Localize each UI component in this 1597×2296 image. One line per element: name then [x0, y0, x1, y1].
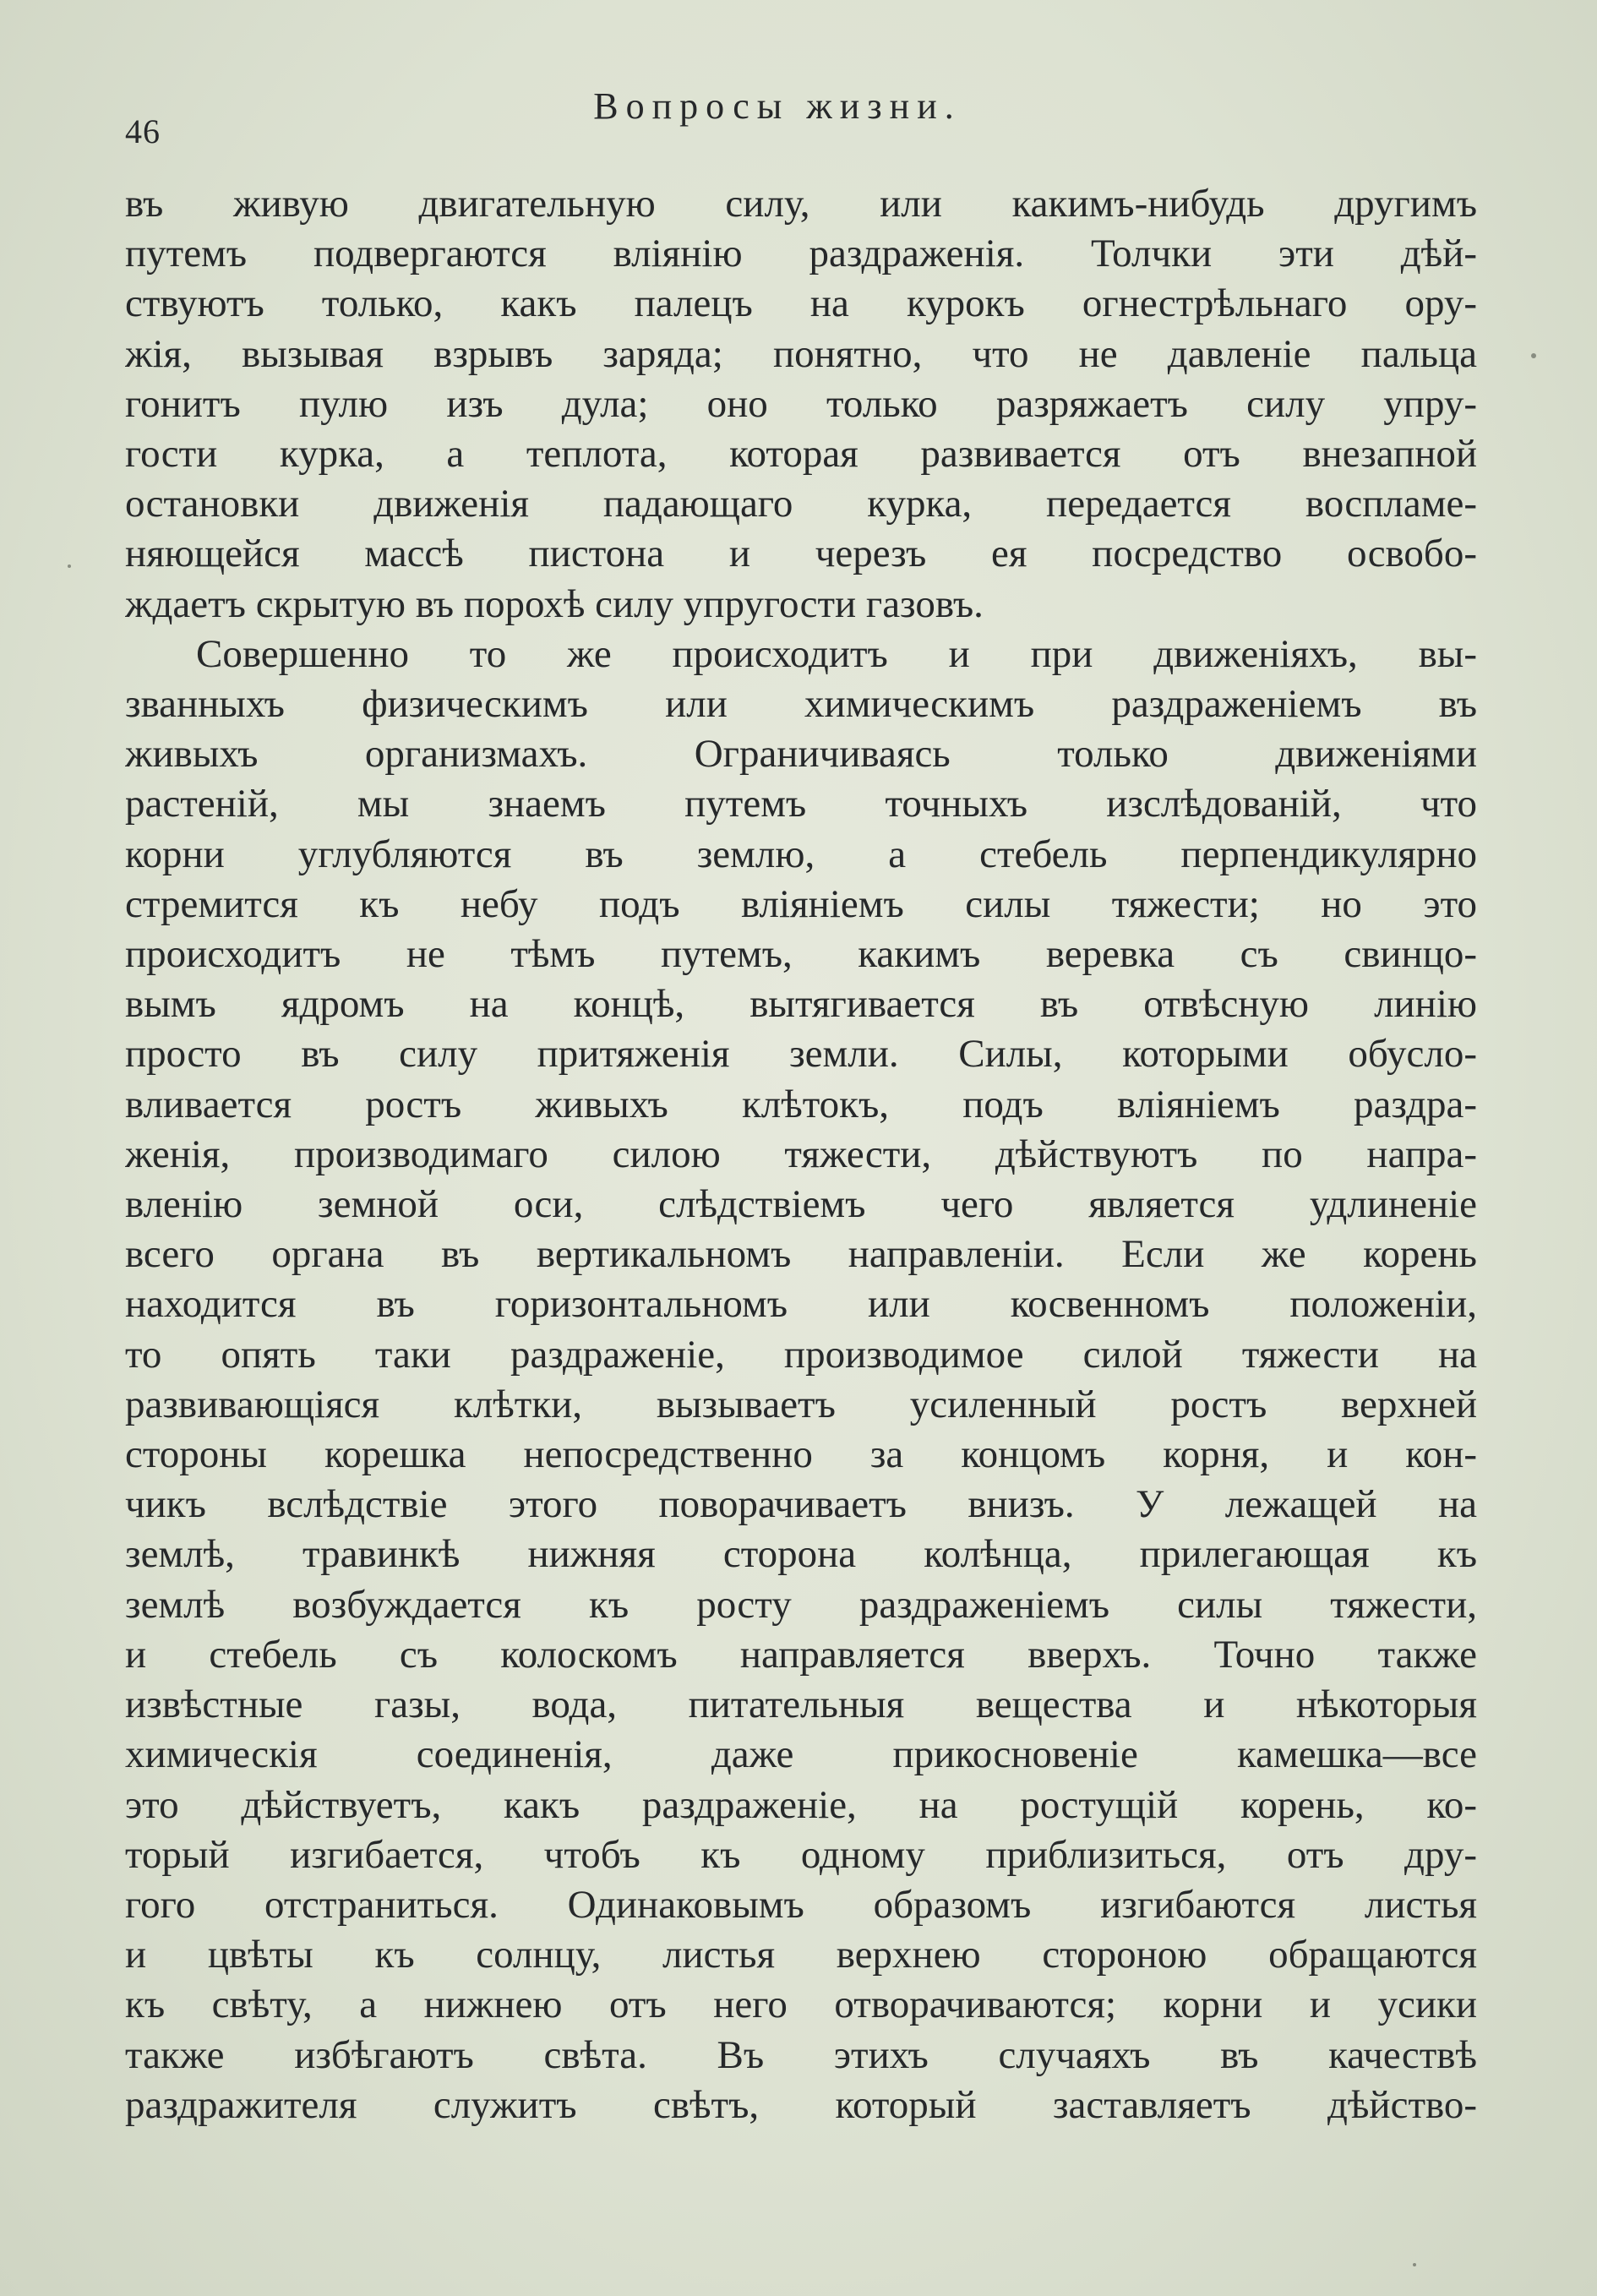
- text-line: няющейся массѣ пистона и черезъ ея посредство освобо-: [125, 532, 1477, 576]
- text-line: ждаетъ скрытую въ порохѣ силу упругости газовъ.: [125, 581, 984, 626]
- text-line: вымъ ядромъ на концѣ, вытягивается въ отвѣсную линію: [125, 982, 1477, 1027]
- text-line: чикъ вслѣдствіе этого поворачиваетъ внизъ. У лежащей на: [125, 1482, 1477, 1527]
- text-line: жія, вызывая взрывъ заряда; понятно, что не давленіе пальца: [125, 331, 1477, 376]
- text-line: землѣ, травинкѣ нижняя сторона колѣнца, прилегающая къ: [125, 1532, 1477, 1577]
- text-line: растеній, мы знаемъ путемъ точныхъ изслѣдованій, что: [125, 782, 1477, 826]
- text-line: стремится къ небу подъ вліяніемъ силы тяжести; но это: [125, 881, 1477, 926]
- text-line: то опять таки раздраженіе, производимое силой тяжести на: [125, 1332, 1477, 1377]
- text-line: ствуютъ только, какъ палецъ на курокъ огнестрѣльнаго ору-: [125, 281, 1477, 326]
- text-line: это дѣйствуетъ, какъ раздраженіе, на ростущій корень, ко-: [125, 1782, 1477, 1827]
- paragraph-1: [125, 179, 1477, 630]
- text-line: женія, производимаго силою тяжести, дѣйствуютъ по напра-: [125, 1132, 1477, 1176]
- text-line: просто въ силу притяженія земли. Силы, которыми обусло-: [125, 1032, 1477, 1077]
- text-line: и цвѣты къ солнцу, листья верхнею стороною обращаются: [125, 1933, 1477, 1977]
- paper-speck: [1413, 2263, 1416, 2266]
- text-line: раздражителя служитъ свѣтъ, который заставляетъ дѣйство-: [125, 2082, 1477, 2127]
- body-text: [125, 179, 1477, 2130]
- text-line: гонитъ пулю изъ дула; оно только разряжаетъ силу упру-: [125, 381, 1477, 426]
- text-line: въ живую двигательную силу, или какимъ-нибудь другимъ: [125, 182, 1477, 226]
- text-line: вливается ростъ живыхъ клѣтокъ, подъ вліяніемъ раздра-: [125, 1082, 1477, 1126]
- text-line: находится въ горизонтальномъ или косвенномъ положеніи,: [125, 1282, 1477, 1327]
- text-line: званныхъ физическимъ или химическимъ раздраженіемъ въ: [125, 682, 1477, 727]
- text-line: извѣстные газы, вода, питательныя вещества и нѣкоторыя: [125, 1682, 1477, 1727]
- text-line: стороны корешка непосредственно за концомъ корня, и кон-: [125, 1432, 1477, 1477]
- text-line: остановки движенія падающаго курка, передается воспламе-: [125, 482, 1477, 526]
- text-line: вленію земной оси, слѣдствіемъ чего является удлиненіе: [125, 1182, 1477, 1227]
- paper-speck: [68, 564, 71, 568]
- text-line: путемъ подвергаются вліянію раздраженія. Толчки эти дѣй-: [125, 232, 1477, 276]
- page-number: 46: [125, 112, 161, 150]
- text-line: всего органа въ вертикальномъ направленіи. Если же корень: [125, 1232, 1477, 1277]
- text-line: гости курка, а теплота, которая развивается отъ внезапной: [125, 432, 1477, 477]
- text-line: развивающіяся клѣтки, вызываетъ усиленный ростъ верхней: [125, 1382, 1477, 1426]
- running-title: Вопросы жизни.: [593, 85, 962, 127]
- text-line: происходитъ не тѣмъ путемъ, какимъ веревка съ свинцо-: [125, 932, 1477, 977]
- text-line: корни углубляются въ землю, а стебель перпендикулярно: [125, 832, 1477, 876]
- text-line: торый изгибается, чтобъ къ одному приблизиться, отъ дру-: [125, 1832, 1477, 1877]
- text-line: химическія соединенія, даже прикосновеніе камешка—все: [125, 1732, 1477, 1777]
- paper-speck: [1531, 353, 1536, 358]
- text-line: также избѣгаютъ свѣта. Въ этихъ случаяхъ въ качествѣ: [125, 2032, 1477, 2077]
- text-line: къ свѣту, а нижнею отъ него отворачиваются; корни и усики: [125, 1982, 1477, 2027]
- paragraph-2: [125, 630, 1477, 2130]
- text-line: Совершенно то же происходитъ и при движеніяхъ, вы-: [196, 631, 1477, 676]
- text-line: землѣ возбуждается къ росту раздраженіемъ силы тяжести,: [125, 1582, 1477, 1627]
- text-line: гого отстраниться. Одинаковымъ образомъ изгибаются листья: [125, 1882, 1477, 1927]
- text-line: и стебель съ колоскомъ направляется вверхъ. Точно также: [125, 1632, 1477, 1677]
- text-line: живыхъ организмахъ. Ограничиваясь только движеніями: [125, 732, 1477, 777]
